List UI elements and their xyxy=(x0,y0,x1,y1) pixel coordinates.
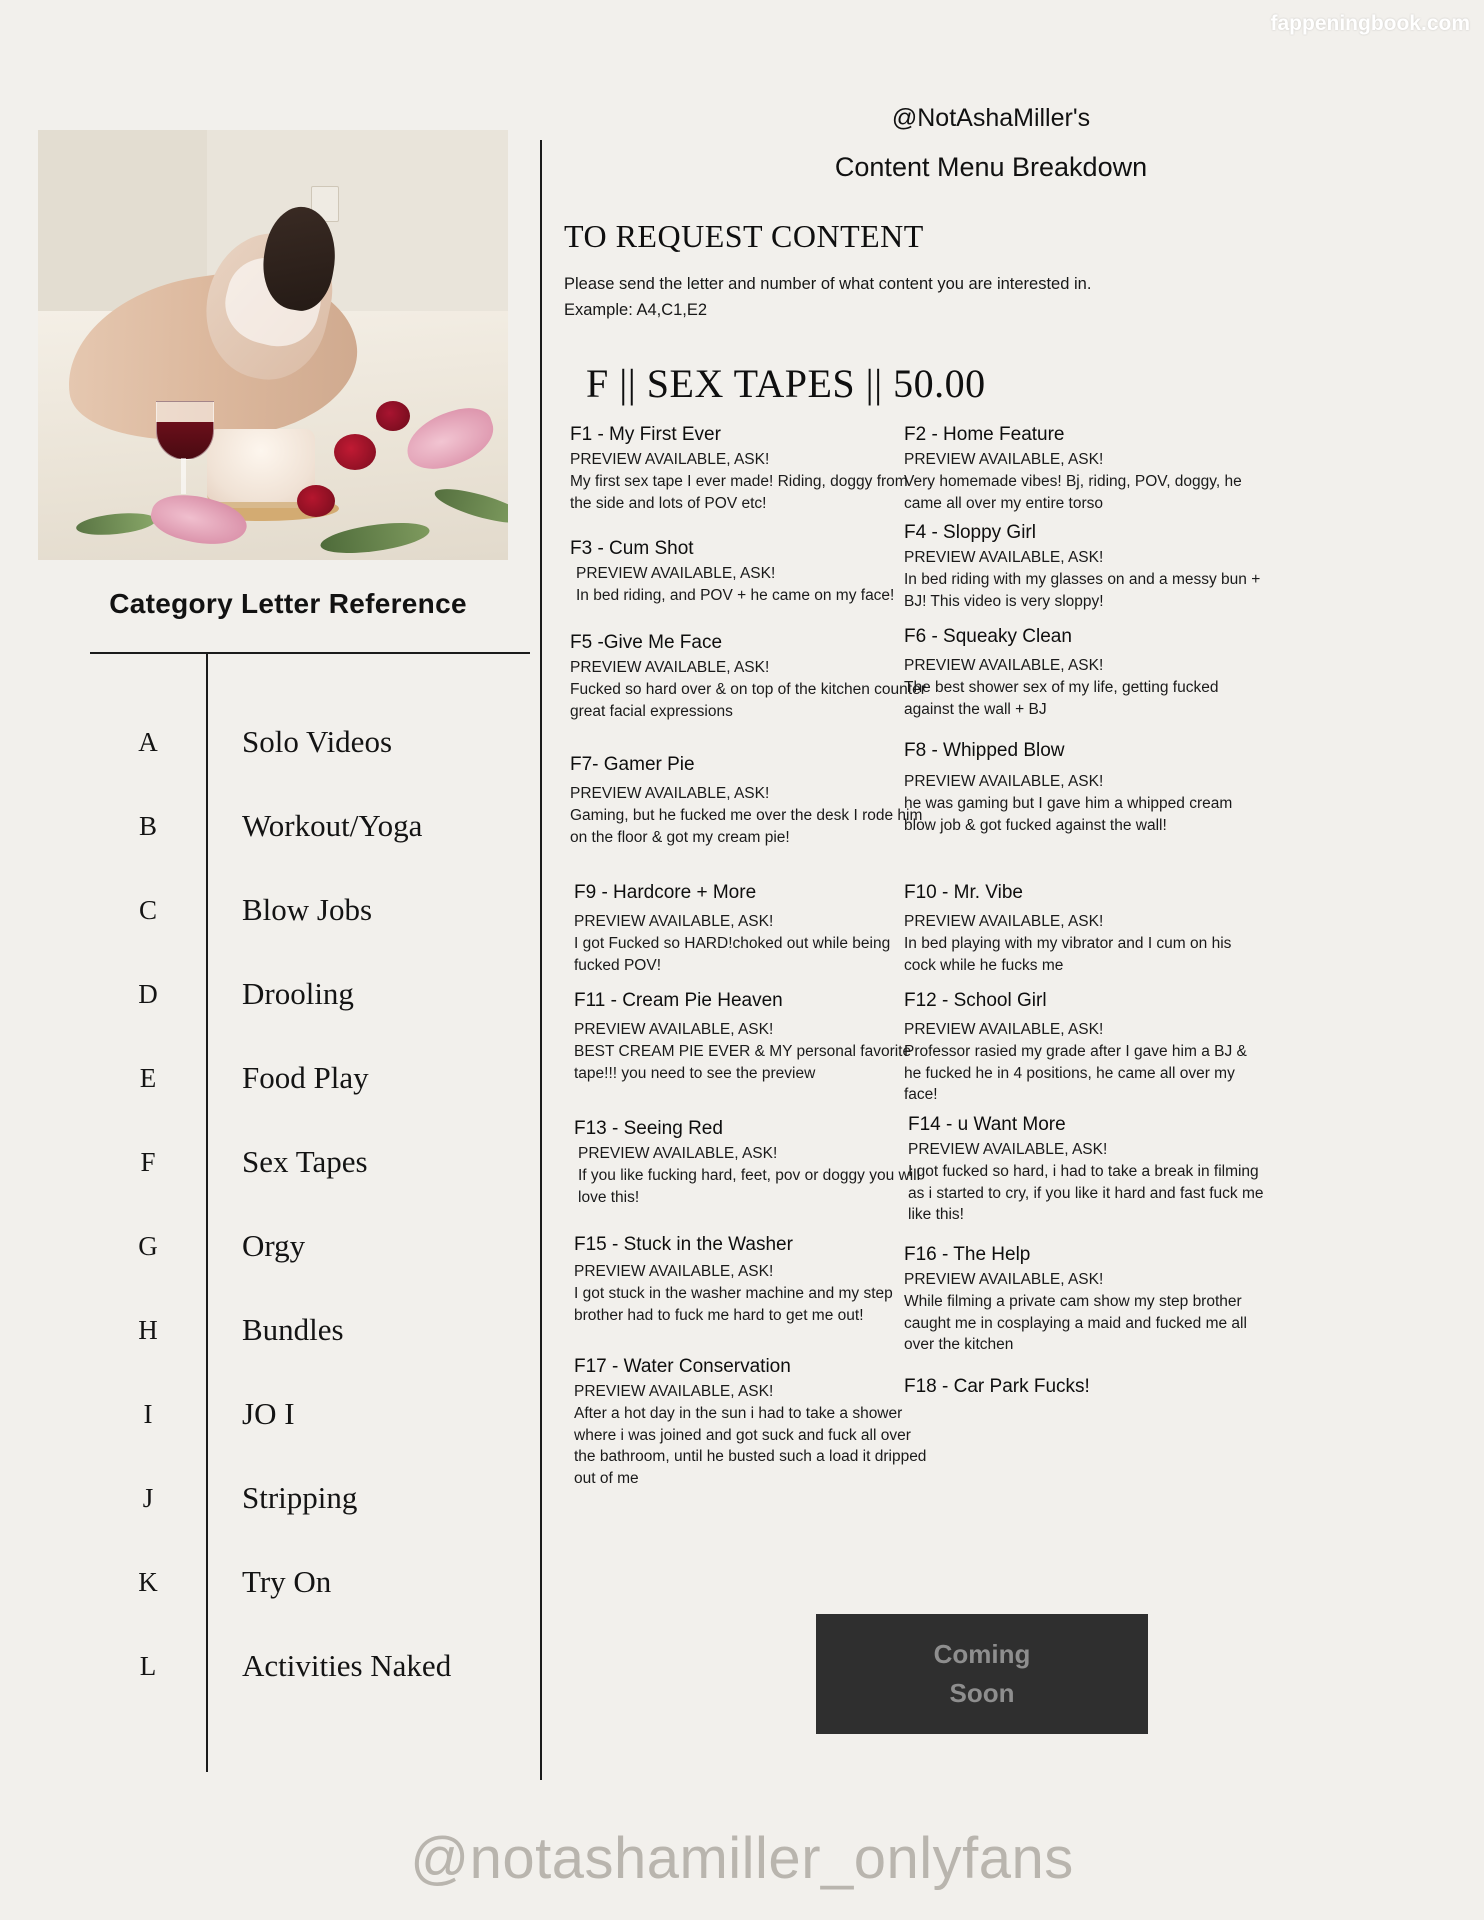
item-title: F11 - Cream Pie Heaven xyxy=(574,990,783,1011)
content-item[interactable] xyxy=(904,882,1264,976)
model-photo xyxy=(38,130,508,560)
content-item[interactable] xyxy=(574,1356,934,1490)
item-description: After a hot day in the sun i had to take a shower where i was joined and got suck and fuck all over the bathroom, until he busted such a load it dripped out of me xyxy=(574,1404,927,1487)
item-description: I got fucked so hard, i had to take a break in filming as i started to cry, if you like it hard and fast fuck me like this! xyxy=(908,1162,1264,1224)
item-preview-note: PREVIEW AVAILABLE, ASK! xyxy=(904,549,1104,566)
item-title: F14 - u Want More xyxy=(908,1114,1066,1135)
category-name: Workout/Yoga xyxy=(242,808,423,843)
photo-wine-glass xyxy=(156,401,212,504)
category-letter: H xyxy=(138,1314,158,1345)
coming-soon-line-1: Coming xyxy=(933,1639,1031,1669)
content-item[interactable] xyxy=(570,754,930,848)
photo-rose xyxy=(297,485,335,517)
photo-illustration xyxy=(38,130,508,560)
item-title: F10 - Mr. Vibe xyxy=(904,882,1023,903)
category-name: Try On xyxy=(242,1564,332,1599)
category-name: Blow Jobs xyxy=(242,892,373,927)
category-row xyxy=(90,1120,530,1204)
item-description: While filming a private cam show my step brother caught me in cosplaying a maid and fucked me all over the kitchen xyxy=(904,1292,1247,1354)
content-item[interactable] xyxy=(570,538,930,607)
coming-soon-placeholder xyxy=(816,1614,1148,1734)
item-preview-note: PREVIEW AVAILABLE, ASK! xyxy=(904,1271,1104,1288)
category-name: Drooling xyxy=(242,976,354,1011)
item-title: F2 - Home Feature xyxy=(904,424,1065,445)
category-letter: A xyxy=(138,726,158,757)
content-item[interactable] xyxy=(570,632,930,722)
item-preview-note: PREVIEW AVAILABLE, ASK! xyxy=(904,773,1104,790)
column-divider xyxy=(540,140,542,1780)
request-heading: TO REQUEST CONTENT xyxy=(564,218,924,254)
site-watermark: fappeningbook.com xyxy=(1270,12,1470,35)
category-row xyxy=(90,1456,530,1540)
content-item[interactable] xyxy=(904,1244,1264,1356)
content-item[interactable] xyxy=(570,424,930,514)
category-letter: G xyxy=(138,1230,158,1261)
item-description: In bed riding with my glasses on and a messy bun + BJ! This video is very sloppy! xyxy=(904,570,1261,610)
item-title: F15 - Stuck in the Washer xyxy=(574,1234,793,1255)
category-row xyxy=(90,1624,530,1708)
category-letter: B xyxy=(138,810,157,841)
category-row xyxy=(90,1204,530,1288)
item-description: Fucked so hard over & on top of the kitchen counter great facial expressions xyxy=(570,680,926,720)
item-preview-note: PREVIEW AVAILABLE, ASK! xyxy=(570,785,770,802)
item-description: Professor rasied my grade after I gave him a BJ & he fucked he in 4 positions, he came all over my face! xyxy=(904,1042,1247,1104)
content-item[interactable] xyxy=(904,740,1264,836)
item-title: F18 - Car Park Fucks! xyxy=(904,1376,1090,1397)
item-description: he was gaming but I gave him a whipped cream blow job & got fucked against the wall! xyxy=(904,794,1233,834)
category-row xyxy=(90,952,530,1036)
category-row xyxy=(90,868,530,952)
item-preview-note: PREVIEW AVAILABLE, ASK! xyxy=(904,913,1104,930)
item-preview-note: PREVIEW AVAILABLE, ASK! xyxy=(574,1021,774,1038)
content-item[interactable] xyxy=(904,522,1264,612)
item-description: I got stuck in the washer machine and my step brother had to fuck me hard to get me out! xyxy=(574,1284,893,1324)
category-row xyxy=(90,1540,530,1624)
photo-wine-stem xyxy=(181,458,186,494)
content-item[interactable] xyxy=(574,882,934,976)
category-letter: J xyxy=(142,1482,154,1513)
category-name: Sex Tapes xyxy=(242,1144,368,1179)
item-preview-note: PREVIEW AVAILABLE, ASK! xyxy=(570,451,770,468)
item-description: My first sex tape I ever made! Riding, doggy from the side and lots of POV etc! xyxy=(570,472,908,512)
coming-soon-line-2: Soon xyxy=(949,1678,1015,1708)
category-table-top-rule xyxy=(90,652,530,654)
category-row xyxy=(90,784,530,868)
category-letter: E xyxy=(139,1062,157,1093)
footer-handle: @notashamiller_onlyfans xyxy=(410,1826,1074,1891)
item-description: In bed riding, and POV + he came on my face! xyxy=(576,586,895,604)
content-item[interactable] xyxy=(904,990,1264,1106)
item-title: F4 - Sloppy Girl xyxy=(904,522,1036,543)
category-name: Orgy xyxy=(242,1228,306,1263)
section-title: F || SEX TAPES || 50.00 xyxy=(586,361,986,406)
item-title: F17 - Water Conservation xyxy=(574,1356,791,1377)
photo-rose xyxy=(334,434,376,470)
content-item[interactable] xyxy=(574,1234,934,1326)
item-description: I got Fucked so HARD!choked out while being fucked POV! xyxy=(574,934,891,974)
category-letter: L xyxy=(139,1650,157,1681)
category-name: Bundles xyxy=(242,1312,344,1347)
content-item[interactable] xyxy=(574,1118,934,1208)
item-preview-note: PREVIEW AVAILABLE, ASK! xyxy=(908,1141,1108,1158)
item-description: In bed playing with my vibrator and I cum on his cock while he fucks me xyxy=(904,934,1232,974)
category-reference-title: Category Letter Reference xyxy=(109,588,467,619)
category-letter: F xyxy=(140,1146,156,1177)
item-title: F12 - School Girl xyxy=(904,990,1047,1011)
category-name: Solo Videos xyxy=(242,724,393,759)
item-preview-note: PREVIEW AVAILABLE, ASK! xyxy=(574,1263,774,1280)
item-description: If you like fucking hard, feet, pov or doggy you will love this! xyxy=(578,1166,921,1206)
item-title: F7- Gamer Pie xyxy=(570,754,695,775)
left-column xyxy=(0,0,540,1920)
account-handle-title: @NotAshaMiller's xyxy=(891,104,1091,132)
category-letter: C xyxy=(138,894,157,925)
category-row xyxy=(90,1372,530,1456)
content-item[interactable] xyxy=(904,626,1264,720)
item-preview-note: PREVIEW AVAILABLE, ASK! xyxy=(574,913,774,930)
item-preview-note: PREVIEW AVAILABLE, ASK! xyxy=(576,565,776,582)
category-letter-reference-list xyxy=(90,700,530,1708)
item-title: F16 - The Help xyxy=(904,1244,1031,1265)
item-description: Very homemade vibes! Bj, riding, POV, doggy, he came all over my entire torso xyxy=(904,472,1242,512)
category-row xyxy=(90,1288,530,1372)
content-item[interactable] xyxy=(904,424,1264,514)
right-column xyxy=(556,0,1484,1920)
item-title: F8 - Whipped Blow xyxy=(904,740,1065,761)
menu-subtitle: Content Menu Breakdown xyxy=(834,152,1148,182)
category-name: Stripping xyxy=(242,1480,358,1515)
item-preview-note: PREVIEW AVAILABLE, ASK! xyxy=(904,451,1104,468)
item-title: F3 - Cum Shot xyxy=(570,538,694,559)
item-title: F9 - Hardcore + More xyxy=(574,882,757,903)
item-preview-note: PREVIEW AVAILABLE, ASK! xyxy=(904,657,1104,674)
item-title: F5 -Give Me Face xyxy=(570,632,723,653)
category-name: JO I xyxy=(242,1396,295,1431)
content-item[interactable] xyxy=(574,990,934,1084)
item-title: F1 - My First Ever xyxy=(570,424,721,445)
item-preview-note: PREVIEW AVAILABLE, ASK! xyxy=(578,1145,778,1162)
category-letter: D xyxy=(138,978,158,1009)
item-description: The best shower sex of my life, getting fucked against the wall + BJ xyxy=(904,678,1219,718)
category-letter: K xyxy=(138,1566,158,1597)
content-item[interactable] xyxy=(904,1376,1264,1402)
item-preview-note: PREVIEW AVAILABLE, ASK! xyxy=(904,1021,1104,1038)
item-preview-note: PREVIEW AVAILABLE, ASK! xyxy=(570,659,770,676)
category-name: Food Play xyxy=(242,1060,369,1095)
item-description: BEST CREAM PIE EVER & MY personal favorite tape!!! you need to see the preview xyxy=(574,1042,912,1082)
item-title: F6 - Squeaky Clean xyxy=(904,626,1072,647)
request-instructions: Please send the letter and number of what content you are interested in. Example: A4,C1,E2 xyxy=(564,275,1092,319)
category-letter: I xyxy=(143,1398,153,1429)
content-item[interactable] xyxy=(908,1114,1268,1226)
photo-wine-bowl xyxy=(156,401,214,460)
item-description: Gaming, but he fucked me over the desk I rode him on the floor & got my cream pie! xyxy=(570,806,923,846)
category-row xyxy=(90,1036,530,1120)
item-preview-note: PREVIEW AVAILABLE, ASK! xyxy=(574,1383,774,1400)
item-title: F13 - Seeing Red xyxy=(574,1118,723,1139)
category-name: Activities Naked xyxy=(242,1648,452,1683)
category-row xyxy=(90,700,530,784)
